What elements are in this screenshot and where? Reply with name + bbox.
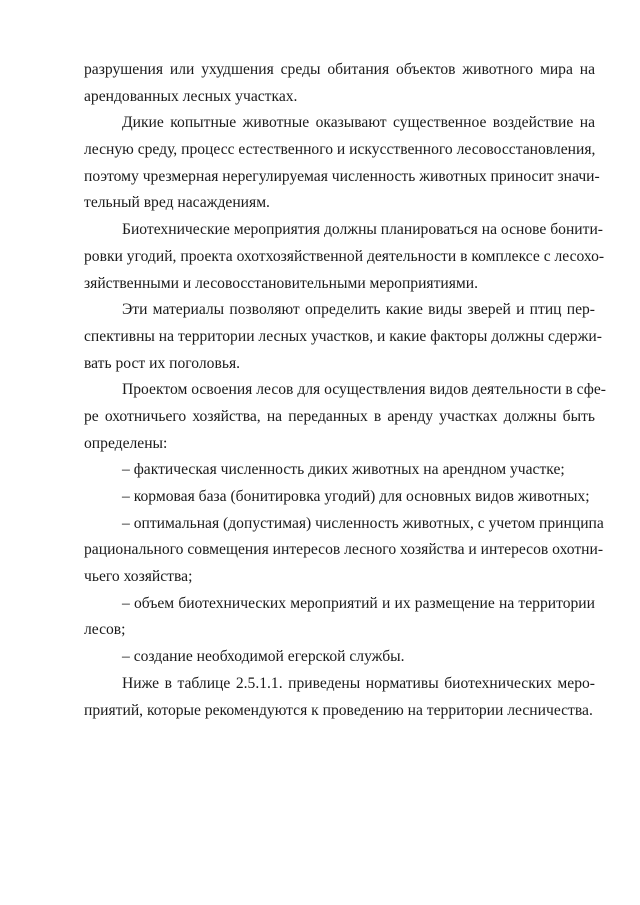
text-line: вать рост их поголовья. — [84, 354, 241, 372]
text-line: ре охотничьего хозяйства, на переданных в аренду участках должны быть — [84, 407, 595, 425]
text-line: разрушения или ухудшения среды обитания объектов животного мира на — [84, 61, 595, 78]
text-line: приятий, которые рекомендуются к проведению на территории лесничества. — [84, 701, 593, 719]
text-line: зяйственными и лесовосстановительными мероприятиями. — [84, 274, 479, 292]
text-line: спективны на территории лесных участков, и какие факторы должны сдержи- — [84, 327, 602, 345]
text-line: Проектом освоения лесов для осуществления видов деятельности в сфе- — [122, 381, 606, 399]
text-line: – оптимальная (допустимая) численность животных, с учетом принципа — [122, 514, 604, 532]
document-body-text — [84, 57, 606, 724]
text-line: Ниже в таблице 2.5.1.1. приведены нормативы биотехнических меро- — [122, 674, 595, 692]
text-line: поэтому чрезмерная нерегулируемая численность животных приносит значи- — [84, 167, 600, 185]
text-line: определены: — [84, 434, 168, 452]
text-line: – создание необходимой егерской службы. — [122, 648, 405, 666]
text-line: Биотехнические мероприятия должны планироваться на основе бонити- — [122, 221, 603, 239]
text-line: Дикие копытные животные оказывают существенное воздействие на — [122, 114, 595, 132]
text-line: – объем биотехнических мероприятий и их размещение на территории — [122, 594, 595, 612]
text-line: Эти материалы позволяют определить какие виды зверей и птиц пер- — [122, 301, 595, 319]
text-line: лесную среду, процесс естественного и искусственного лесовосстановления, — [84, 141, 596, 159]
text-line: лесов; — [84, 621, 126, 639]
text-line: тельный вред насаждениям. — [84, 194, 270, 212]
text-line: ровки угодий, проекта охотхозяйственной деятельности в комплексе с лесохо- — [84, 247, 605, 265]
text-line: арендованных лесных участках. — [84, 87, 298, 105]
text-line: – фактическая численность диких животных на арендном участке; — [122, 461, 565, 479]
text-line: чьего хозяйства; — [84, 568, 193, 586]
text-line: рационального совмещения интересов лесного хозяйства и интересов охотни- — [84, 541, 604, 559]
text-line: – кормовая база (бонитировка угодий) для основных видов животных; — [122, 488, 590, 505]
